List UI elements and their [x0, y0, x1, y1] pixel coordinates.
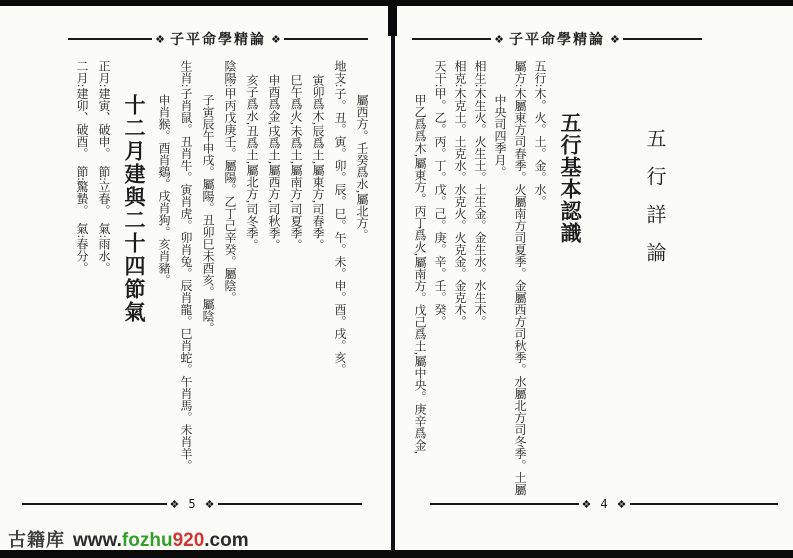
paragraph: 屬西方。壬癸爲水,屬北方。	[355, 94, 369, 241]
left-page-text	[71, 60, 373, 496]
paragraph: 生肖:子肖鼠。丑肖牛。寅肖虎。卯肖兔。辰肖龍。巳肖蛇。午肖馬。未肖羊。	[179, 60, 193, 472]
paragraph: 亥子爲水,丑爲土,屬北方,司冬季。	[245, 74, 259, 251]
page-number: 5	[188, 497, 196, 511]
paragraph: 屬方:木屬東方司春季。火屬南方司夏季。金屬西方司秋季。水屬北方司冬季。土屬中央司四季月。	[493, 60, 527, 496]
chapter-title: 五行詳論	[643, 128, 665, 280]
ornament-icon: ❖	[271, 33, 281, 46]
right-page-footer	[430, 496, 778, 512]
watermark-url-red: 920	[172, 530, 205, 551]
paragraph: 陰陽:甲丙戊庚壬。屬陽。乙丁己辛癸。屬陰。	[223, 60, 237, 304]
watermark-url-suffix: .com	[204, 530, 249, 551]
page-number: 4	[600, 497, 608, 511]
running-title: 子平命學精論	[509, 33, 605, 48]
running-title: 子平命學精論	[170, 33, 266, 48]
paragraph: 寅卯爲木,辰爲土,屬東方,司春季。	[311, 74, 325, 251]
section-heading: 十二月建與二十四節氣	[122, 94, 146, 324]
watermark-url	[73, 530, 249, 552]
paragraph: 相生:木生火。火生土。土生金。金生水。水生木。	[473, 60, 487, 328]
paragraph: 甲乙爲爲木,屬東方。丙丁爲火,屬南方。戊己爲土,屬中央。庚辛爲金,	[413, 94, 427, 454]
watermark-url-green: fozhu	[121, 530, 173, 551]
header-rule	[284, 38, 368, 40]
header-rule	[412, 38, 491, 40]
paragraph: 二月:建卯、破酉。 節:驚蟄。 氣:春分。	[75, 60, 89, 275]
ornament-icon: ❖	[616, 498, 627, 511]
paragraph: 申肖猴。酉肖鷄。戌肖狗。亥肖豬。	[157, 94, 171, 286]
ornament-icon: ❖	[494, 33, 504, 46]
left-page-footer	[22, 496, 362, 512]
ornament-icon: ❖	[581, 498, 592, 511]
ornament-icon: ❖	[610, 33, 620, 46]
watermark	[8, 526, 249, 552]
paragraph: 天干:甲。乙。丙。丁。戊。己。庚。辛。壬。癸。	[433, 60, 447, 328]
watermark-site-label: 古籍库	[8, 530, 65, 550]
right-page-header	[412, 30, 702, 48]
footer-rule	[630, 503, 779, 505]
ornament-icon: ❖	[155, 33, 165, 46]
footer-rule	[430, 503, 579, 505]
footer-rule	[22, 503, 167, 505]
left-page-header	[68, 30, 368, 48]
page-gutter-shadow	[391, 6, 395, 552]
paragraph: 相克:木克土。土克水。水克火。火克金。金克木。	[453, 60, 467, 328]
paragraph: 正月:建寅、破申。 節:立春。 氣:雨水。	[97, 60, 111, 275]
page-gutter-shadow-top	[388, 6, 397, 36]
header-rule	[623, 38, 702, 40]
ornament-icon: ❖	[204, 498, 215, 511]
watermark-url-prefix: www.	[73, 530, 122, 551]
paragraph: 申酉爲金,戌爲土,屬西方,司秋季。	[267, 74, 281, 251]
header-rule	[68, 38, 152, 40]
paragraph: 五行:木。火。土。金。水。	[533, 60, 547, 208]
right-page-text	[410, 60, 550, 496]
paragraph: 巳午爲火,未爲土,屬南方,司夏季。	[289, 74, 303, 251]
ornament-icon: ❖	[169, 498, 180, 511]
paragraph: 地支:子。丑。寅。卯。辰。巳。午。未。申。酉。戌。亥。	[333, 60, 347, 376]
paragraph: 子寅辰午申戌。屬陽。丑卯巳未酉亥。屬陰。	[201, 94, 215, 334]
section-heading: 五行基本認識	[558, 112, 582, 244]
footer-rule	[218, 503, 363, 505]
